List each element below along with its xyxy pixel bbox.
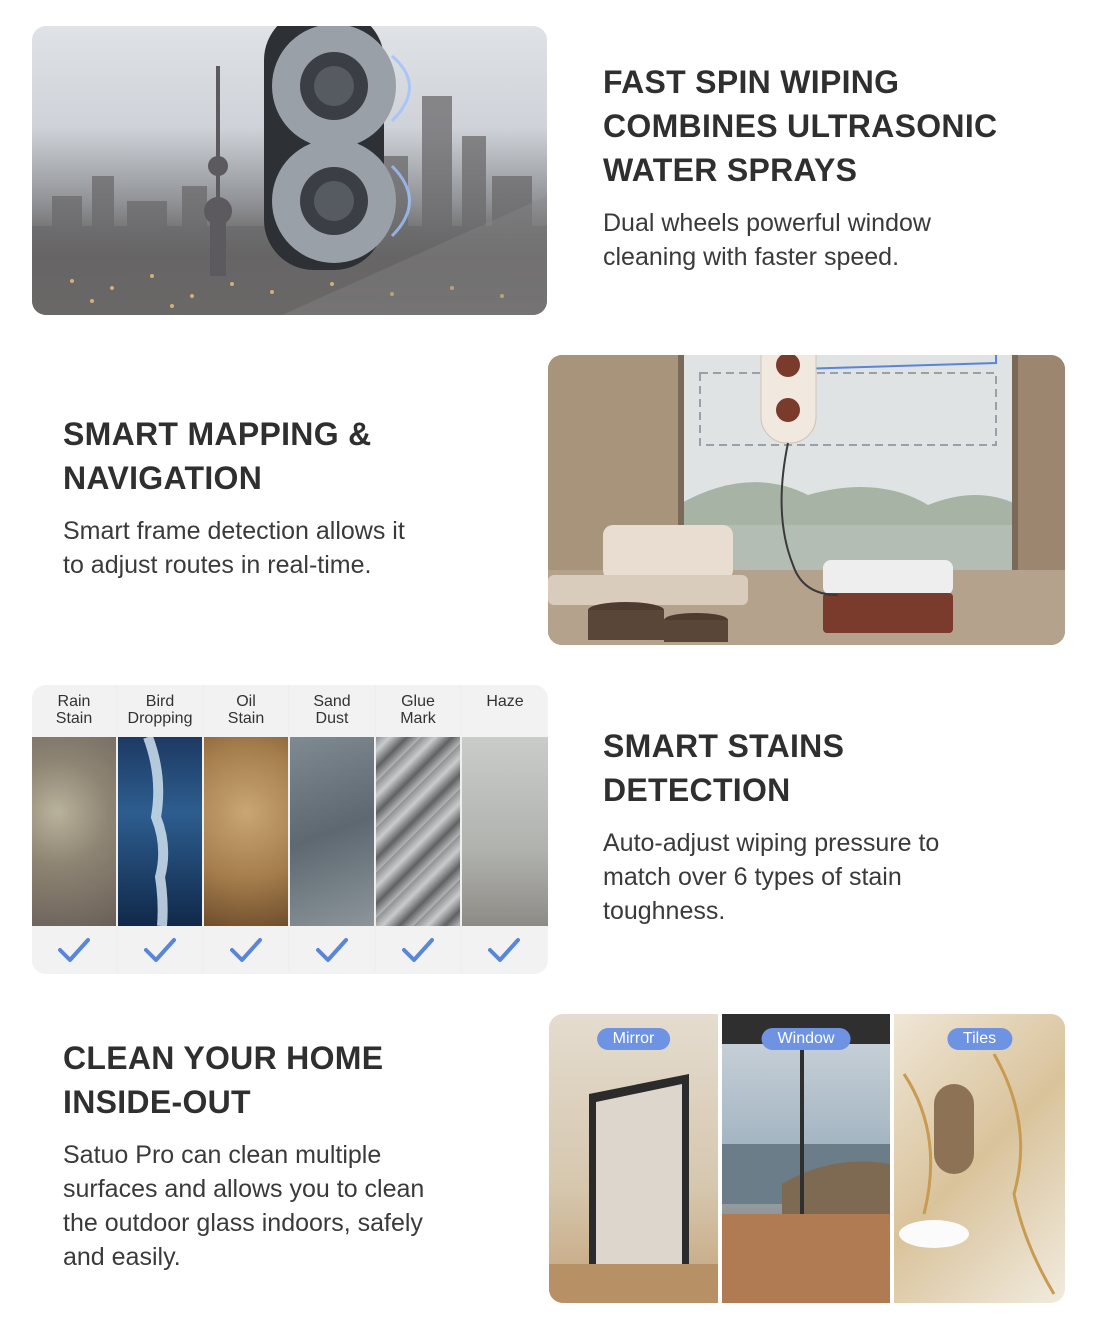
check-icon: [462, 930, 548, 970]
glue-mark-swatch: [376, 737, 460, 926]
sand-dust-swatch: [290, 737, 374, 926]
surface-panel-tiles: [894, 1014, 1065, 1303]
living-room-illustration: [548, 355, 1065, 645]
surface-panel-window: [722, 1014, 890, 1303]
stain-label: Bird Dropping: [127, 693, 193, 727]
stain-column-rain-stain: [32, 685, 116, 974]
surface-panel-mirror: [549, 1014, 718, 1303]
check-icon: [204, 930, 288, 970]
check-icon: [118, 930, 202, 970]
feature-text: [603, 60, 1043, 274]
check-icon: [376, 930, 460, 970]
oil-stain-swatch: [204, 737, 288, 926]
surface-tag: Window: [762, 1028, 851, 1050]
feature-description: Auto-adjust wiping pressure to match over 6 types of stain toughness.: [603, 829, 940, 925]
check-icon: [290, 930, 374, 970]
surface-tag: Tiles: [947, 1028, 1012, 1050]
stain-column-bird-dropping: [118, 685, 202, 974]
surface-tag: Mirror: [597, 1028, 671, 1050]
stain-label: Haze: [486, 693, 524, 710]
living-room-window-image: [548, 355, 1065, 645]
feature-headline: FAST SPIN WIPING COMBINES ULTRASONIC WATER SPRAYS: [603, 64, 998, 188]
feature-description: Dual wheels powerful window cleaning with faster speed.: [603, 209, 931, 271]
feature-smart-mapping: [0, 330, 1096, 660]
feature-fast-spin: [0, 0, 1096, 330]
stain-label: Glue Mark: [400, 693, 436, 727]
feature-text: [63, 1036, 513, 1274]
feature-headline: SMART STAINS DETECTION: [603, 728, 845, 808]
rain-stain-swatch: [32, 737, 116, 926]
haze-swatch: [462, 737, 548, 926]
feature-headline: CLEAN YOUR HOME INSIDE-OUT: [63, 1040, 384, 1120]
stain-column-oil-stain: [204, 685, 288, 974]
check-icon: [32, 930, 116, 970]
feature-stain-detection: [0, 660, 1096, 1000]
bird-dropping-swatch: [118, 737, 202, 926]
city-window-robot-image: [32, 26, 547, 315]
stain-label: Oil Stain: [227, 693, 265, 727]
feature-headline: SMART MAPPING & NAVIGATION: [63, 416, 372, 496]
stain-column-haze: [462, 685, 548, 974]
stain-label: Sand Dust: [313, 693, 351, 727]
stain-column-sand-dust: [290, 685, 374, 974]
stain-label: Rain Stain: [55, 693, 93, 727]
stain-types-grid: [32, 685, 548, 974]
feature-description: Smart frame detection allows it to adjust routes in real-time.: [63, 517, 405, 579]
feature-text: [63, 412, 503, 582]
feature-text: [603, 724, 1043, 928]
window-robot-icon: [761, 355, 816, 443]
feature-description: Satuo Pro can clean multiple surfaces and allows you to clean the outdoor glass indoors, safely and easily.: [63, 1141, 425, 1271]
stain-column-glue-mark: [376, 685, 460, 974]
feature-clean-home: [0, 1000, 1096, 1330]
city-skyline-illustration: [32, 26, 547, 315]
surfaces-image: [549, 1014, 1065, 1303]
